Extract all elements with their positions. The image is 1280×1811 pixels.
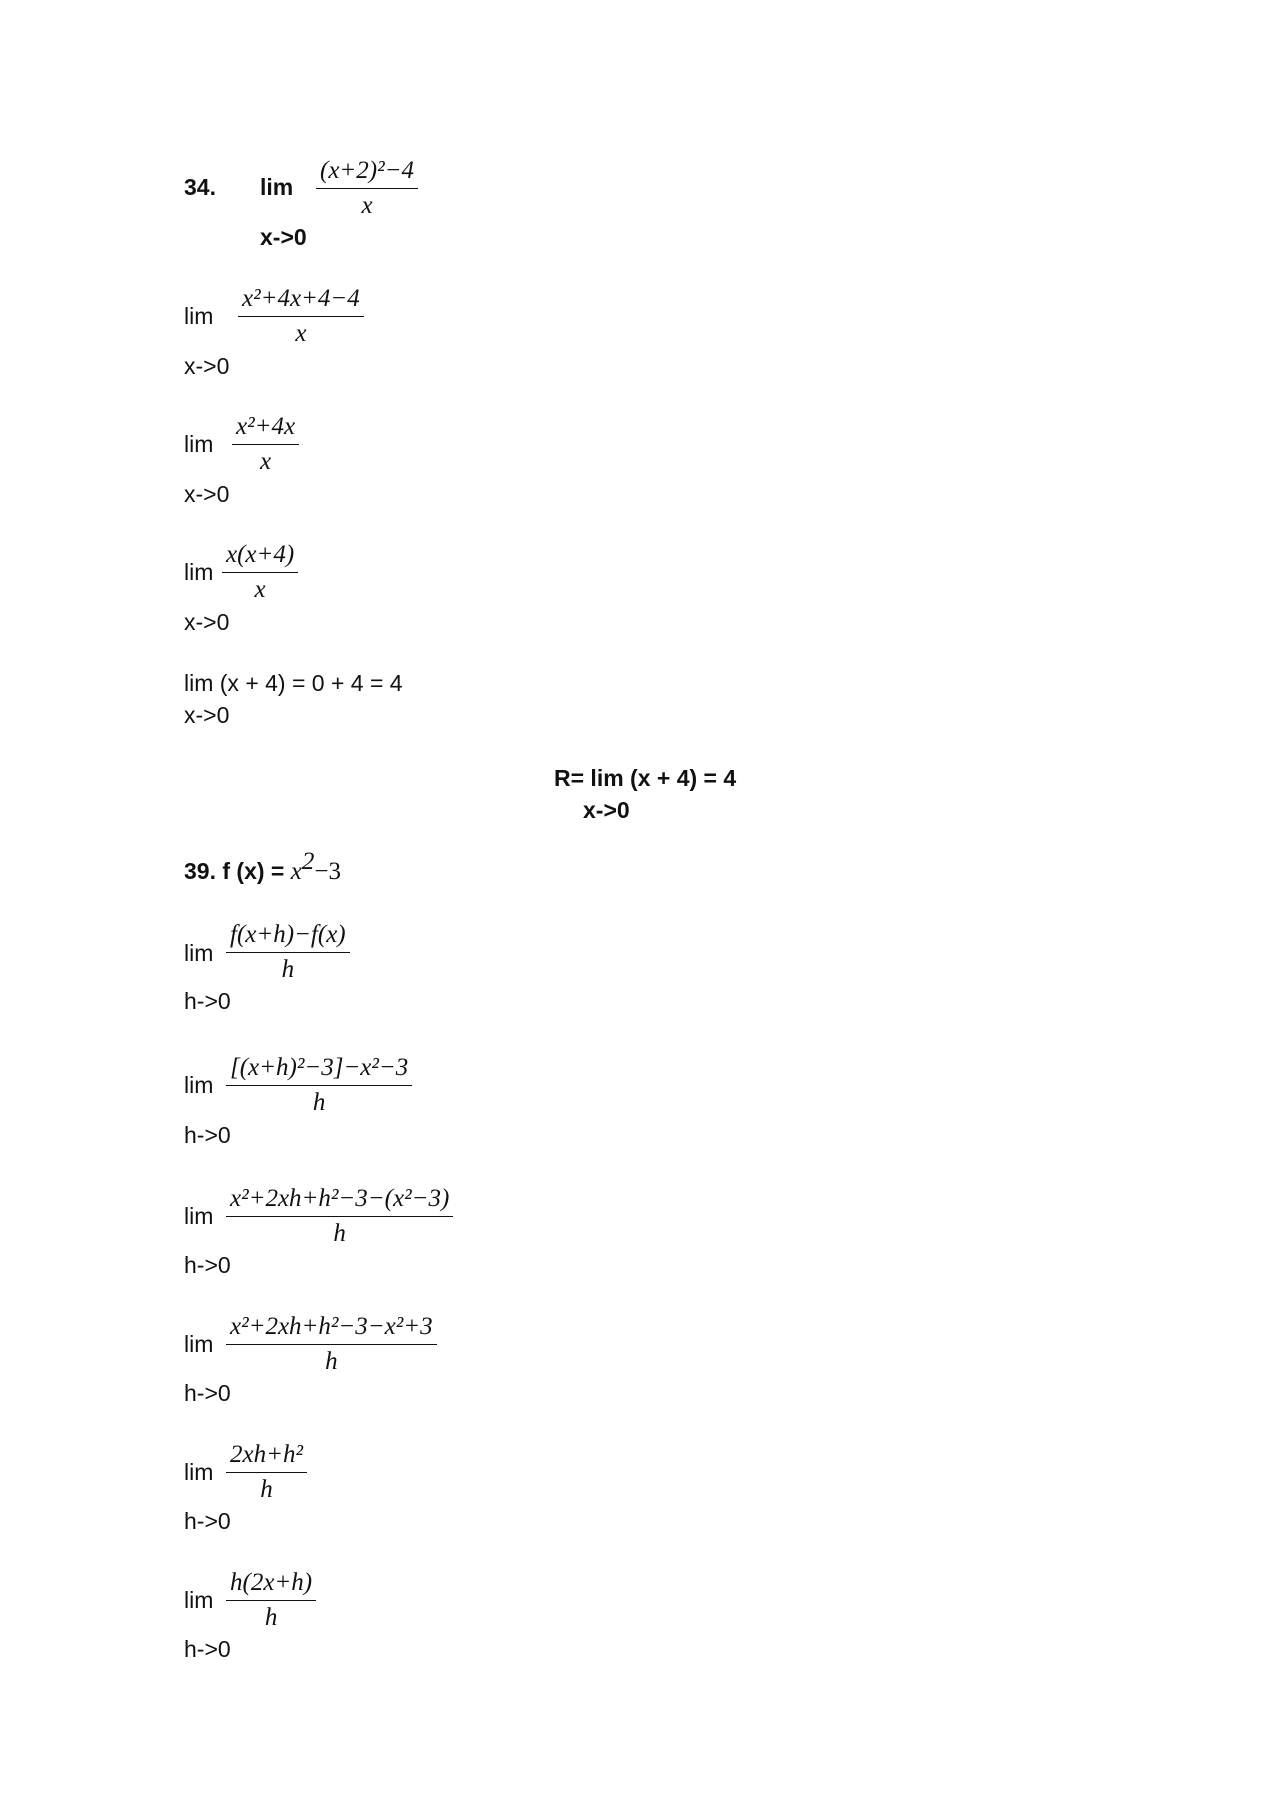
fraction — [226, 1440, 307, 1505]
fraction-denominator: x — [254, 576, 266, 603]
fraction-bar — [316, 188, 418, 189]
fraction-bar — [232, 444, 299, 445]
fraction-numerator: x²+2xh+h²−3−(x²−3) — [230, 1185, 450, 1212]
limit-subscript: h->0 — [184, 1252, 231, 1278]
problem-39-header — [184, 848, 341, 886]
fraction-denominator: x — [259, 448, 272, 475]
problem-number: 39. f (x) = — [184, 858, 291, 884]
limit-label: lim — [184, 1203, 214, 1229]
limit-label: lim — [184, 559, 214, 585]
limit-subscript: h->0 — [184, 1636, 231, 1662]
fraction-numerator: 2xh+h² — [230, 1441, 303, 1468]
fraction-denominator: x — [295, 320, 307, 347]
limit-subscript: h->0 — [184, 1122, 231, 1148]
limit-label: lim — [184, 303, 214, 329]
limit-subscript: x->0 — [184, 609, 230, 635]
limit-label: lim — [260, 174, 294, 200]
limit-subscript: x->0 — [260, 224, 307, 250]
limit-subscript: h->0 — [184, 1508, 231, 1534]
fraction-numerator: (x+2)²−4 — [320, 157, 414, 184]
limit-evaluation: lim (x + 4) = 0 + 4 = 4 — [184, 670, 403, 696]
limit-subscript: x->0 — [184, 353, 230, 379]
fraction-denominator: h — [325, 1348, 338, 1375]
result-line: R= lim (x + 4) = 4 — [554, 765, 737, 791]
fraction — [226, 1312, 437, 1377]
fraction — [222, 540, 298, 605]
fraction — [226, 1568, 316, 1633]
fraction-bar — [226, 1472, 307, 1473]
fraction-bar — [226, 952, 350, 953]
fraction-numerator: x²+4x+4−4 — [242, 285, 360, 312]
fraction-denominator: h — [260, 1476, 273, 1503]
fraction — [316, 156, 418, 221]
fraction-numerator: x²+2xh+h²−3−x²+3 — [230, 1313, 433, 1340]
fraction-numerator: x²+4x — [236, 413, 296, 440]
fraction-numerator: f(x+h)−f(x) — [230, 921, 346, 948]
limit-label: lim — [184, 1587, 214, 1613]
fraction-numerator: h(2x+h) — [230, 1569, 313, 1596]
limit-subscript: h->0 — [184, 1380, 231, 1406]
function-tail: −3 — [314, 858, 341, 885]
limit-label: lim — [184, 1459, 214, 1485]
limit-label: lim — [184, 1072, 214, 1098]
fraction — [232, 412, 299, 477]
fraction-bar — [222, 572, 298, 573]
fraction-bar — [226, 1600, 316, 1601]
problem-number: 34. — [184, 174, 216, 200]
fraction — [226, 1184, 453, 1249]
fraction-denominator: h — [333, 1220, 346, 1247]
fraction-bar — [238, 316, 364, 317]
fraction — [238, 284, 364, 349]
limit-label: lim — [184, 1331, 214, 1357]
fraction — [226, 1053, 412, 1118]
fraction-bar — [226, 1344, 437, 1345]
result-subscript: x->0 — [583, 797, 630, 823]
limit-subscript: x->0 — [184, 481, 230, 507]
fraction-bar — [226, 1085, 412, 1086]
limit-label: lim — [184, 940, 214, 966]
limit-label: lim — [184, 431, 214, 457]
limit-subscript: h->0 — [184, 988, 231, 1014]
fraction-bar — [226, 1216, 453, 1217]
limit-subscript: x->0 — [184, 702, 230, 728]
fraction-denominator: x — [361, 192, 373, 219]
fraction-numerator: x(x+4) — [226, 541, 295, 568]
fraction-numerator: [(x+h)²−3]−x²−3 — [230, 1054, 409, 1081]
function-exponent: 2 — [301, 848, 315, 875]
fraction-denominator: h — [312, 1089, 326, 1116]
function-base: x — [290, 858, 302, 885]
fraction-denominator: h — [281, 956, 295, 983]
fraction-denominator: h — [264, 1604, 278, 1631]
fraction — [226, 920, 350, 985]
